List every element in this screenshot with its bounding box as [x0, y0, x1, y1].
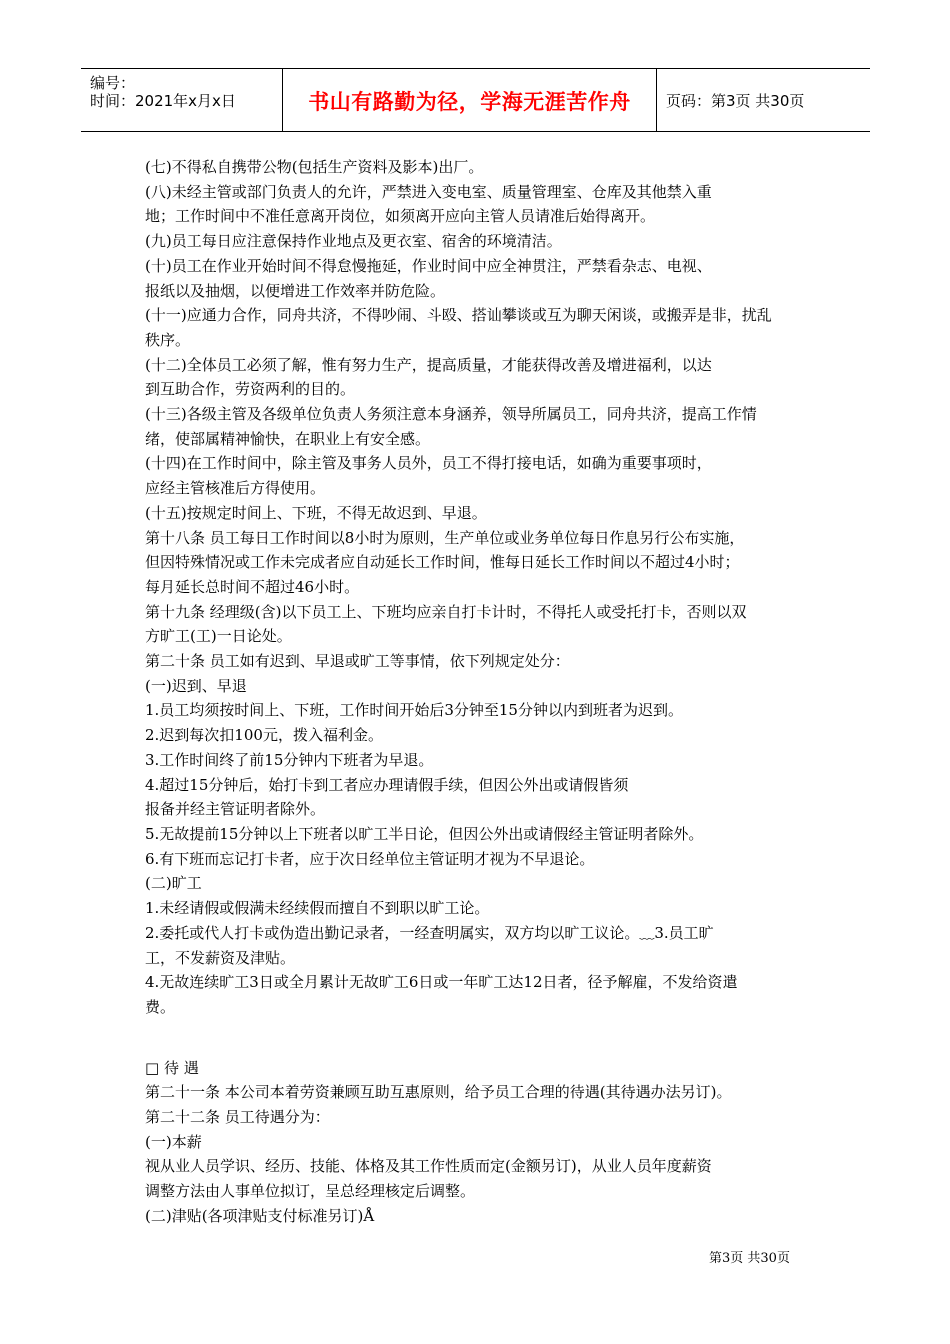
text-line: (二)津贴(各项津贴支付标准另订)Å [145, 1206, 375, 1225]
text-line: 调整方法由人事单位拟订，呈总经理核定后调整。 [145, 1182, 476, 1201]
body-paragraphs-2 [145, 1080, 815, 1228]
text-line: 5.无故提前15分钟以上下班者以旷工半日论，但因公外出或请假经主管证明者除外。 [145, 824, 704, 843]
text-line: (十五)按规定时间上、下班，不得无故迟到、早退。 [145, 503, 487, 522]
body-paragraphs [145, 155, 815, 1020]
text-line: (一)迟到、早退 [145, 676, 247, 695]
text-line: 秩序。 [145, 330, 191, 349]
text-line: 绪，使部属精神愉快，在职业上有安全感。 [145, 429, 431, 448]
text-line: 第十九条 经理级(含)以下员工上、下班均应亲自打卡计时，不得托人或受托打卡，否则以双 [145, 602, 747, 621]
text-line: (二)旷工 [145, 874, 202, 893]
text-line: (九)员工每日应注意保持作业地点及更衣室、宿舍的环境清洁。 [145, 232, 562, 251]
header-meta-cell [81, 69, 282, 131]
text-line: 6.有下班而忘记打卡者，应于次日经单位主管证明才视为不早退论。 [145, 849, 595, 868]
date-label: 时间：2021年x月x日 [90, 92, 236, 110]
text-line: 报备并经主管证明者除外。 [145, 800, 326, 819]
text-line: 第二十一条 本公司本着劳资兼顾互助互惠原则，给予员工合理的待遇(其待遇办法另订)。 [145, 1083, 732, 1102]
text-line: 2.委托或代人打卡或伪造出勤记录者，一经查明属实，双方均以旷工议论。﹏3.员工旷 [145, 923, 714, 942]
text-line: (十一)应通力合作，同舟共济，不得吵闹、斗殴、搭讪攀谈或互为聊天闲谈，或搬弄是非，扰乱 [145, 306, 772, 325]
text-line: (十二)全体员工必须了解，惟有努力生产，提高质量，才能获得改善及增进福利，以达 [145, 355, 712, 374]
text-line: (八)未经主管或部门负责人的允许，严禁进入变电室、质量管理室、仓库及其他禁入重 [145, 182, 712, 201]
text-line: 到互助合作，劳资两利的目的。 [145, 380, 356, 399]
text-line: (十四)在工作时间中，除主管及事务人员外，员工不得打接电话，如确为重要事项时， [145, 454, 712, 473]
serial-label: 编号： [90, 74, 136, 92]
text-line: 第二十条 员工如有迟到、早退或旷工等事情，依下列规定处分： [145, 652, 570, 671]
text-line: 1.员工均须按时间上、下班，工作时间开始后3分钟至15分钟以内到班者为迟到。 [145, 701, 683, 720]
text-line: 第二十二条 员工待遇分为： [145, 1108, 330, 1127]
header-table [81, 68, 870, 132]
text-line: (七)不得私自携带公物(包括生产资料及影本)出厂。 [145, 158, 484, 176]
text-line: 方旷工(工)一日论处。 [145, 627, 292, 646]
text-line: (一)本薪 [145, 1132, 202, 1151]
section-heading: □ 待 遇 [145, 1058, 199, 1077]
text-line: 费。 [145, 997, 176, 1016]
text-line: 1.未经请假或假满未经续假而擅自不到职以旷工论。 [145, 899, 490, 918]
text-line: (十三)各级主管及各级单位负责人务须注意本身涵养，领导所属员工，同舟共济，提高工作情 [145, 405, 757, 424]
text-line: 视从业人员学识、经历、技能、体格及其工作性质而定(金额另订)，从业人员年度薪资 [145, 1157, 712, 1176]
header-page-cell [656, 69, 870, 131]
footer-page-info: 第3页 共30页 [709, 1251, 790, 1266]
text-line: 3.工作时间终了前15分钟内下班者为早退。 [145, 750, 434, 769]
motto: 书山有路勤为径，学海无涯苦作舟 [308, 90, 631, 114]
text-line: 但因特殊情况或工作未完成者应自动延长工作时间，惟每日延长工作时间以不超过4小时； [145, 553, 740, 572]
header-page-info: 页码：第3页 共30页 [666, 92, 805, 110]
header-motto-cell [282, 69, 657, 131]
text-line: 地；工作时间中不准任意离开岗位，如须离开应向主管人员请准后始得离开。 [145, 207, 656, 226]
text-line: 4.无故连续旷工3日或全月累计无故旷工6日或一年旷工达12日者，径予解雇，不发给资遣 [145, 973, 738, 992]
text-line: 工，不发薪资及津贴。 [145, 948, 296, 967]
text-line: 2.迟到每次扣100元，拨入福利金。 [145, 726, 383, 745]
text-line: 每月延长总时间不超过46小时。 [145, 577, 360, 596]
text-line: 应经主管核准后方得使用。 [145, 479, 326, 498]
document-body [145, 155, 815, 1229]
text-line: 第十八条 员工每日工作时间以8小时为原则，生产单位或业务单位每日作息另行公布实施， [145, 528, 745, 547]
text-line: 4.超过15分钟后，始打卡到工者应办理请假手续，但因公外出或请假皆须 [145, 775, 629, 794]
text-line: (十)员工在作业开始时间不得怠慢拖延，作业时间中应全神贯注，严禁看杂志、电视、 [145, 256, 712, 275]
text-line: 报纸以及抽烟，以便增进工作效率并防危险。 [145, 281, 446, 300]
